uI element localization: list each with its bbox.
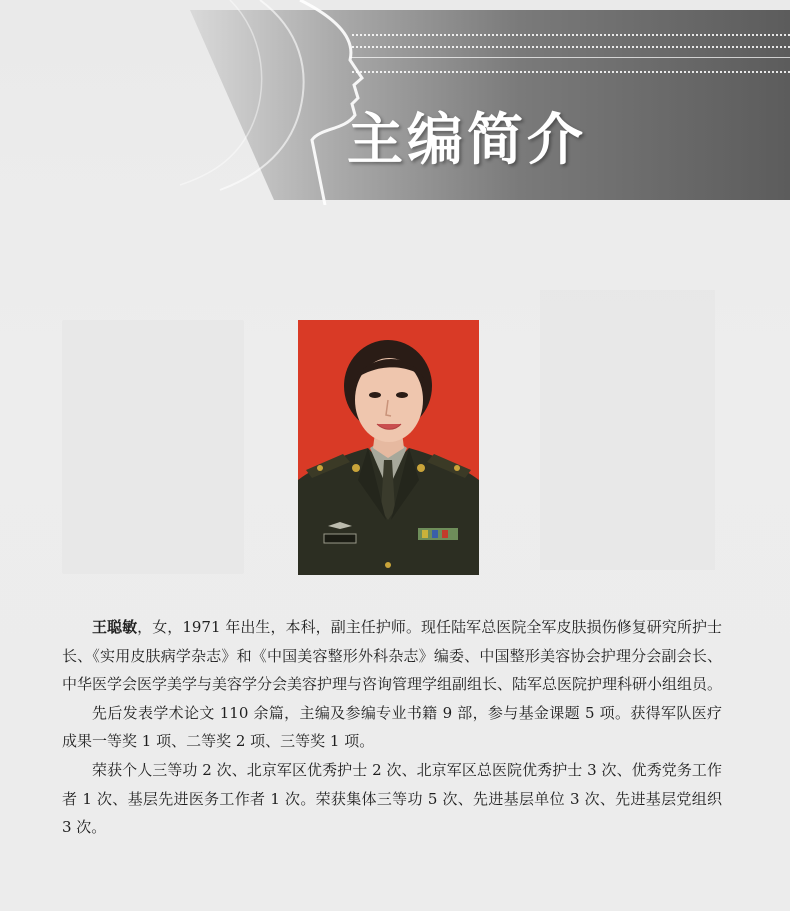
head-profile-graphic [140,0,420,205]
biography [62,613,722,842]
page-title: 主编简介 [347,108,587,173]
bio-paragraph-3: 荣获个人三等功 2 次、北京军区优秀护士 2 次、北京军区总医院优秀护士 3 次、优秀党务工作者 1 次、基层先进医务工作者 1 次。荣获集体三等功 5 次、先进基层单位 3 次、先进基层党组织 3 次。 [62,760,722,837]
bio-paragraph-1-text: ，女，1971 年出生，本科，副主任护师。现任陆军总医院全军皮肤损伤修复研究所护士长、《实用皮肤病学杂志》和《中国美容整形外科杂志》编委、中国整形美容协会护理分会副会长、中华医学会医学美学与美容学分会美容护理与咨询管理学组副组长、陆军总医院护理科研小组组员。 [62,618,723,694]
bio-paragraph-2: 先后发表学术论文 110 余篇，主编及参编专业书籍 9 部，参与基金课题 5 项。获得军队医疗成果一等奖 1 项、二等奖 2 项、三等奖 1 项。 [62,703,722,751]
bio-paragraph [62,613,722,699]
editor-name: 王聪敏 [92,618,138,636]
background-shadow [540,290,715,570]
background-shadow [62,320,244,574]
portrait-photo [298,320,479,575]
